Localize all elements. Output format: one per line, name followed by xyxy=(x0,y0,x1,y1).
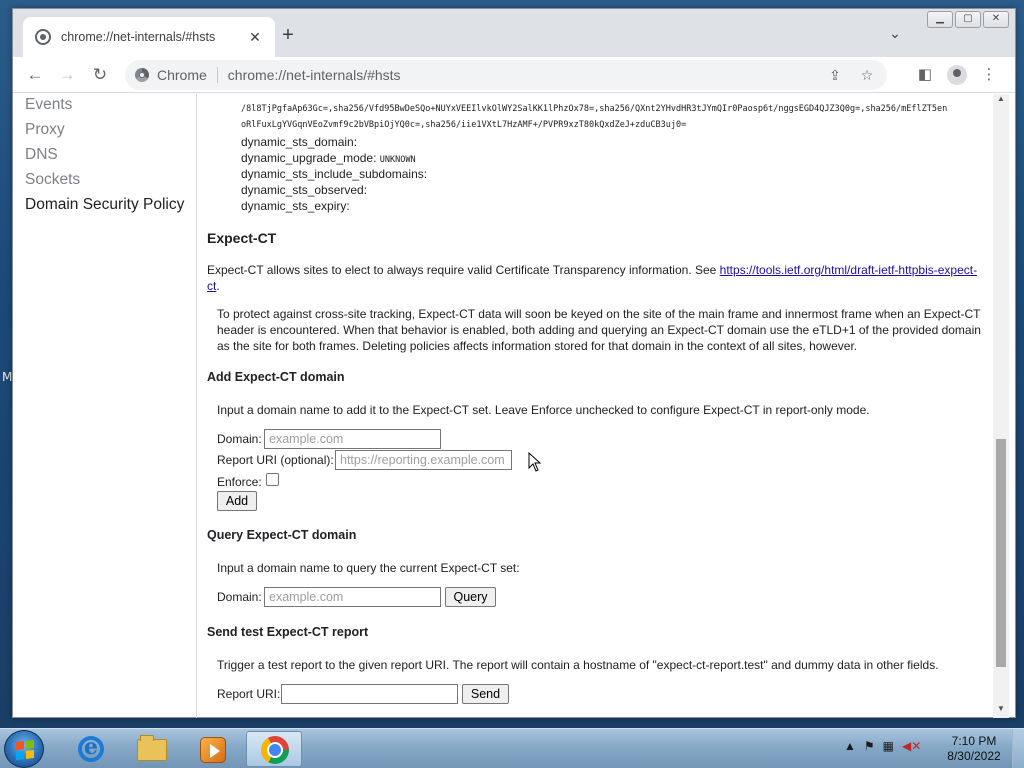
action-center-flag-icon[interactable]: ⚑ xyxy=(863,739,875,753)
main-content xyxy=(207,94,993,718)
result-row xyxy=(241,183,367,197)
taskbar-internet-explorer[interactable] xyxy=(62,731,118,767)
close-tab-icon[interactable]: ✕ xyxy=(249,28,261,45)
taskbar xyxy=(0,728,1024,768)
add-expect-ct-desc: Input a domain name to add it to the Expect-CT set. Leave Enforce unchecked to configure Expect-CT in report-only mode. xyxy=(217,403,870,417)
globe-icon xyxy=(35,29,51,45)
test-report-uri-label: Report URI: xyxy=(217,687,281,701)
page-scrollbar[interactable] xyxy=(993,94,1009,718)
expect-ct-notice xyxy=(217,306,987,354)
taskbar-media-player[interactable] xyxy=(184,731,240,767)
scroll-down-icon[interactable]: ▼ xyxy=(997,704,1005,713)
folder-icon xyxy=(137,739,167,761)
send-test-report-heading: Send test Expect-CT report xyxy=(207,625,369,639)
network-icon[interactable]: ▦ xyxy=(882,739,894,753)
profile-avatar[interactable] xyxy=(945,63,969,87)
report-uri-input[interactable]: https://reporting.example.com xyxy=(335,450,512,470)
pins-text-line-2: oRlFuxLgYVGqnVEoZvmf9c2bVBpiOjYQ0c=,sha256/iie1VXtL7HzAMF+/PVPR9xzT80kQxdZeJ+zduCB3uj0= xyxy=(241,120,687,130)
sidebar-item-sockets[interactable]: Sockets xyxy=(25,171,81,188)
start-button[interactable] xyxy=(4,730,44,768)
expect-ct-intro xyxy=(207,262,983,294)
query-expect-ct-desc: Input a domain name to query the current Expect-CT set: xyxy=(217,561,520,575)
system-tray xyxy=(844,739,921,753)
expect-ct-spec-link[interactable]: https://tools.ietf.org/html/draft-ietf-httpbis-expect- xyxy=(719,263,978,277)
taskbar-chrome[interactable] xyxy=(246,731,302,767)
sidebar-item-proxy[interactable]: Proxy xyxy=(25,121,65,138)
chrome-icon xyxy=(261,736,289,764)
browser-window xyxy=(12,8,1016,718)
enforce-checkbox[interactable] xyxy=(266,473,279,486)
clock-date: 8/30/2022 xyxy=(947,749,1001,763)
menu-kebab-icon[interactable]: ⋮ xyxy=(981,66,997,83)
test-report-uri-input[interactable] xyxy=(281,684,458,704)
taskbar-file-explorer[interactable] xyxy=(123,731,179,767)
minimize-button[interactable]: ▁ xyxy=(927,11,953,28)
send-button[interactable]: Send xyxy=(462,684,509,704)
reload-icon[interactable]: ↻ xyxy=(92,65,108,84)
avatar-icon xyxy=(947,65,967,85)
add-domain-input[interactable]: example.com xyxy=(264,429,441,449)
send-test-report-desc: Trigger a test report to the given report URI. The report will contain a hostname of "expect-ct-report.test" and dummy data in other fields. xyxy=(217,658,939,672)
desktop-partial-text: M xyxy=(2,370,13,384)
windows-logo-icon xyxy=(16,740,34,760)
result-key: dynamic_sts_include_subdomains: xyxy=(241,167,428,181)
tab-strip xyxy=(13,9,1015,57)
sidebar-item-domain-security-policy[interactable]: Domain Security Policy xyxy=(25,196,185,213)
result-key: dynamic_sts_expiry: xyxy=(241,199,350,213)
result-key: dynamic_sts_observed: xyxy=(241,183,368,197)
window-controls xyxy=(927,11,1009,28)
bookmark-star-icon[interactable]: ☆ xyxy=(860,66,874,83)
maximize-button[interactable]: ▢ xyxy=(955,11,981,28)
new-tab-button[interactable]: + xyxy=(282,24,294,46)
result-row xyxy=(241,151,416,165)
report-uri-label: Report URI (optional): xyxy=(217,453,334,467)
chrome-icon xyxy=(135,68,149,82)
sidebar-item-dns[interactable]: DNS xyxy=(25,146,58,163)
address-bar[interactable] xyxy=(125,60,887,90)
sidebar xyxy=(13,94,197,718)
enforce-label: Enforce: xyxy=(217,475,262,489)
page-content xyxy=(13,94,1015,718)
add-expect-ct-heading: Add Expect-CT domain xyxy=(207,370,345,384)
query-expect-ct-heading: Query Expect-CT domain xyxy=(207,528,357,542)
forward-arrow-icon[interactable]: → xyxy=(58,65,76,84)
url-text[interactable]: chrome://net-internals/#hsts xyxy=(227,67,401,83)
show-desktop-button[interactable] xyxy=(1012,729,1024,768)
intro-text: Expect-CT allows sites to elect to always require valid Certificate Transparency information. See xyxy=(207,263,720,277)
pins-text-line-1: /8l8TjPgfaAp63Gc=,sha256/Vfd95BwDeSQo+NUYxVEEIlvkOlWY2SalKK1lPhzOx78=,sha256/QXnt2YHvdHR3tJYmQIr0Paosp6t/nggsEGD4QJZ3Q0g=,sha256/mEflZT5en xyxy=(241,104,948,114)
close-window-button[interactable]: ✕ xyxy=(983,11,1009,28)
expect-ct-spec-link-cont[interactable]: ct xyxy=(207,279,217,293)
query-domain-label: Domain: xyxy=(217,590,262,604)
scroll-up-icon[interactable]: ▲ xyxy=(997,94,1005,103)
notice-line: as the site for both frames. Deleting policies affects information stored for that domain in the context of all sites, however. xyxy=(217,339,858,353)
query-domain-input[interactable]: example.com xyxy=(264,587,441,607)
result-key: dynamic_sts_domain: xyxy=(241,135,358,149)
result-row xyxy=(241,167,427,181)
internet-explorer-icon xyxy=(78,736,104,762)
show-hidden-icons-icon[interactable]: ▲ xyxy=(844,739,856,753)
share-icon[interactable]: ⇪ xyxy=(829,66,841,83)
result-key: dynamic_upgrade_mode: xyxy=(241,151,377,165)
browser-toolbar xyxy=(13,57,1015,93)
media-player-icon xyxy=(200,737,226,763)
notice-line: To protect against cross-site tracking, Expect-CT data will soon be keyed on the site of the main frame and innermost frame when an Expect-CT xyxy=(217,307,981,321)
result-row xyxy=(241,199,350,213)
result-value: UNKNOWN xyxy=(379,155,416,165)
omnibox-chip: Chrome xyxy=(157,67,218,83)
tab-title: chrome://net-internals/#hsts xyxy=(61,30,216,44)
volume-muted-icon[interactable]: ◀✕ xyxy=(902,739,922,753)
tab-search-chevron-icon[interactable]: ⌄ xyxy=(889,25,901,41)
clock-time: 7:10 PM xyxy=(951,734,997,748)
scrollbar-thumb[interactable] xyxy=(996,439,1006,667)
expect-ct-heading: Expect-CT xyxy=(207,230,277,246)
sidebar-item-events[interactable]: Events xyxy=(25,96,73,113)
tab-net-internals[interactable] xyxy=(23,17,275,57)
intro-end: . xyxy=(216,279,220,293)
query-button[interactable]: Query xyxy=(445,587,496,607)
result-row xyxy=(241,135,357,149)
back-arrow-icon[interactable]: ← xyxy=(26,65,44,84)
mouse-pointer-icon xyxy=(528,452,542,472)
clock[interactable] xyxy=(942,734,1006,764)
domain-label: Domain: xyxy=(217,432,262,446)
side-panel-icon[interactable]: ◧ xyxy=(917,66,933,83)
add-button[interactable]: Add xyxy=(217,491,257,511)
notice-line: header is encountered. When that behavior is enabled, both adding and querying an Expect-CT domain use the eTLD+1 of the provided domain xyxy=(217,323,981,337)
